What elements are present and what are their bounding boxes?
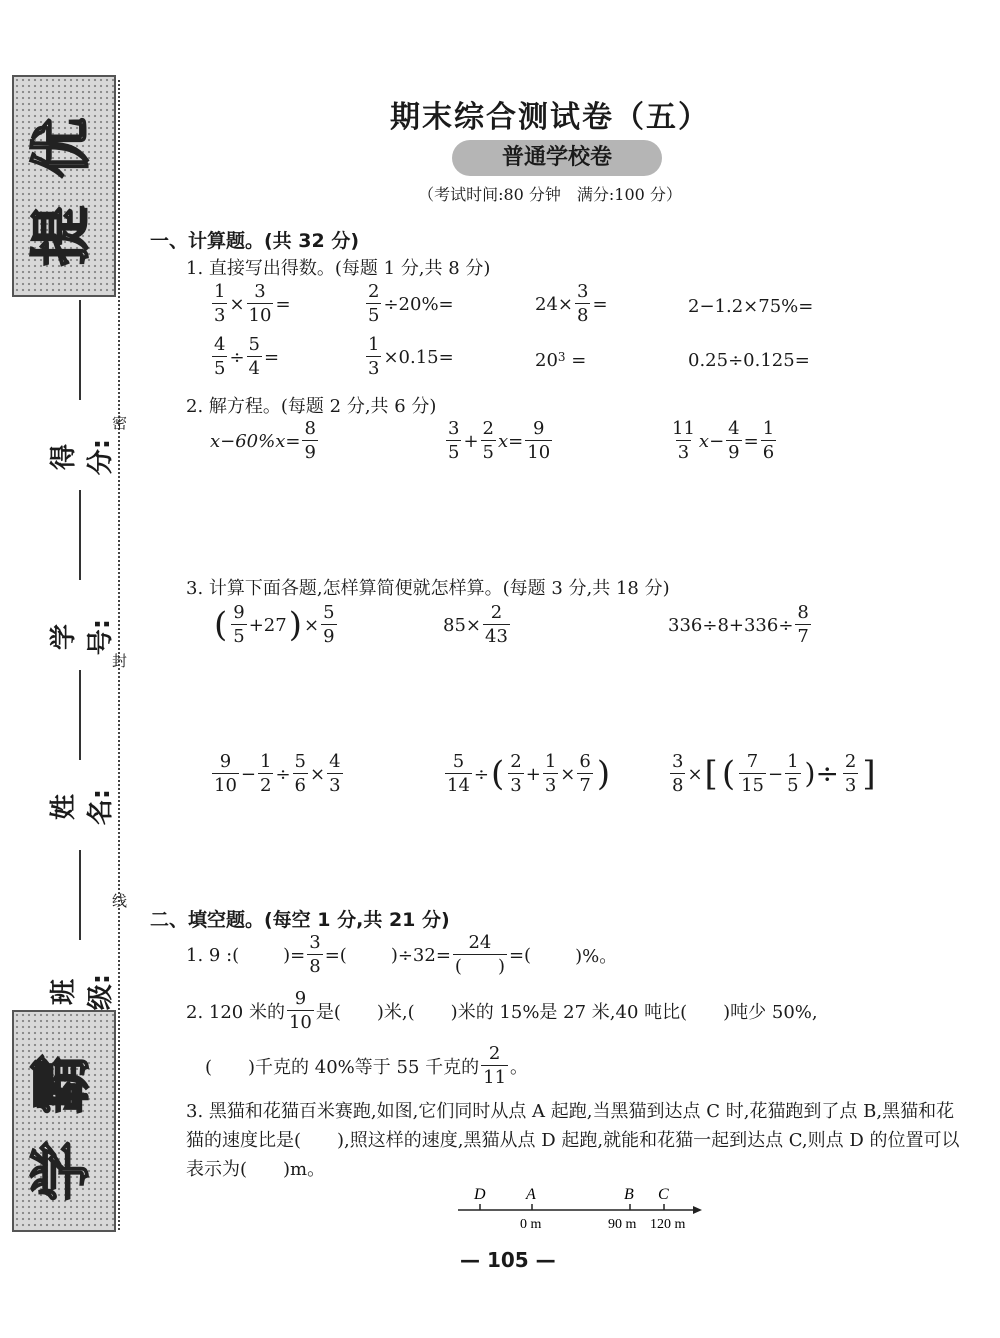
strip-char-you: 优	[27, 118, 97, 178]
class-line	[79, 850, 81, 940]
q2-eq-1: x−60%x= $\frac{8}{9}$	[210, 418, 316, 463]
q3-expr-4: 9 10 − $\frac{1}{2}$ ÷ $\frac{5}{6}$ × $\frac{4}{3}$	[214, 751, 341, 796]
section1-heading: 一、计算题。(共 32 分)	[150, 230, 360, 252]
s2-q2-line1: 2. 120 米的 9 10 是( )米,( )米的 15%是 27 米,40 吨比( )吨少 50%,	[186, 988, 818, 1033]
q3-instructions: 3. 计算下面各题,怎样算简便就怎样算。(每题 3 分,共 18 分)	[186, 578, 670, 599]
label-class: 班级:	[49, 973, 116, 1011]
seal-char-feng: 封	[112, 652, 128, 670]
point-c: C	[658, 1186, 669, 1203]
strip-char-ti: 提	[27, 206, 97, 266]
point-a: A	[526, 1186, 536, 1203]
exam-meta: （考试时间:80 分钟 满分:100 分）	[418, 185, 682, 204]
q2-eq-2: 3 5 + $\frac{2}{5}$ x = $\frac{9}{10}$	[448, 418, 551, 463]
point-b: B	[624, 1186, 634, 1203]
seal-char-mi: 密	[112, 414, 128, 432]
q1-expr-5: $\frac{4}{5}$ ÷ $\frac{5}{4}$ =	[214, 334, 280, 379]
tick-120m: 120 m	[650, 1217, 686, 1232]
score-line	[79, 300, 81, 400]
q3-expr-2: 85× $\frac{2}{43}$	[443, 602, 508, 647]
number-line	[450, 1180, 710, 1240]
s2-q3: 3. 黑猫和花猫百米赛跑,如图,它们同时从点 A 起跑,当黑猫到达点 C 时,花猫跑到了点 B,黑猫和花猫的速度比是( ),照这样的速度,黑猫从点 D 起跑,就能和花猫一起到达点 C,则点 D 的位置可以表示为( )m。	[186, 1101, 960, 1180]
q1-instructions: 1. 直接写出得数。(每题 1 分,共 8 分)	[186, 258, 491, 279]
q1-expr-2: $\frac{2}{5}$ ÷20%=	[368, 281, 454, 326]
q1-expr-3: 24× $\frac{3}{8}$ =	[535, 281, 608, 326]
strip-char-ba: 霸	[27, 1054, 97, 1114]
q3-expr-5: $\frac{5}{14}$ ÷ ( 2 3 + $\frac{1}{3}$ × $\frac{6}{7}$ )	[447, 751, 611, 796]
s2-q2-line2: ( )千克的 40%等于 55 千克的 2 11 。	[205, 1043, 529, 1088]
q3-expr-1: ( 9 5 +27 ) × $\frac{5}{9}$	[214, 602, 335, 647]
seal-char-xian: 线	[112, 892, 128, 910]
label-name: 姓名:	[49, 788, 116, 826]
name-line	[79, 670, 81, 760]
page-number: — 105 —	[460, 1248, 556, 1272]
section2-heading: 二、填空题。(每空 1 分,共 21 分)	[150, 909, 450, 931]
tick-0m: 0 m	[520, 1217, 542, 1232]
q1-expr-1: $\frac{1}{3}$ × $\frac{3}{10}$ =	[214, 281, 291, 326]
q1-expr-6: $\frac{1}{3}$ ×0.15=	[368, 334, 454, 379]
q2-instructions: 2. 解方程。(每题 2 分,共 6 分)	[186, 396, 437, 417]
q1-expr-7: 20 3 =	[535, 350, 587, 371]
school-type-badge: 普通学校卷	[452, 140, 662, 176]
q1-expr-8: 0.25÷0.125=	[688, 350, 810, 371]
label-student-id: 学号:	[49, 618, 116, 656]
q1-expr-4: 2−1.2×75%=	[688, 296, 814, 317]
id-line	[79, 490, 81, 580]
s2-q1: 1. 9 :( )= $\frac{3}{8}$ =( )÷32= 24 ( ) =( )%。	[186, 932, 618, 977]
page-title: 期末综合测试卷（五）	[390, 100, 710, 135]
tick-90m: 90 m	[608, 1217, 637, 1232]
label-score: 得分:	[49, 438, 116, 476]
q2-eq-3: 11 3 x − $\frac{4}{9}$ = $\frac{1}{6}$	[672, 418, 775, 463]
strip-char-xue: 学	[27, 1141, 97, 1201]
point-d: D	[474, 1186, 486, 1203]
q3-expr-6: $\frac{3}{8}$ × [ ( 7 15 − $\frac{1}{5}$ )÷ $\frac{2}{3}$ ]	[672, 751, 876, 796]
q3-expr-3: 336÷8+336÷ $\frac{8}{7}$	[668, 602, 809, 647]
